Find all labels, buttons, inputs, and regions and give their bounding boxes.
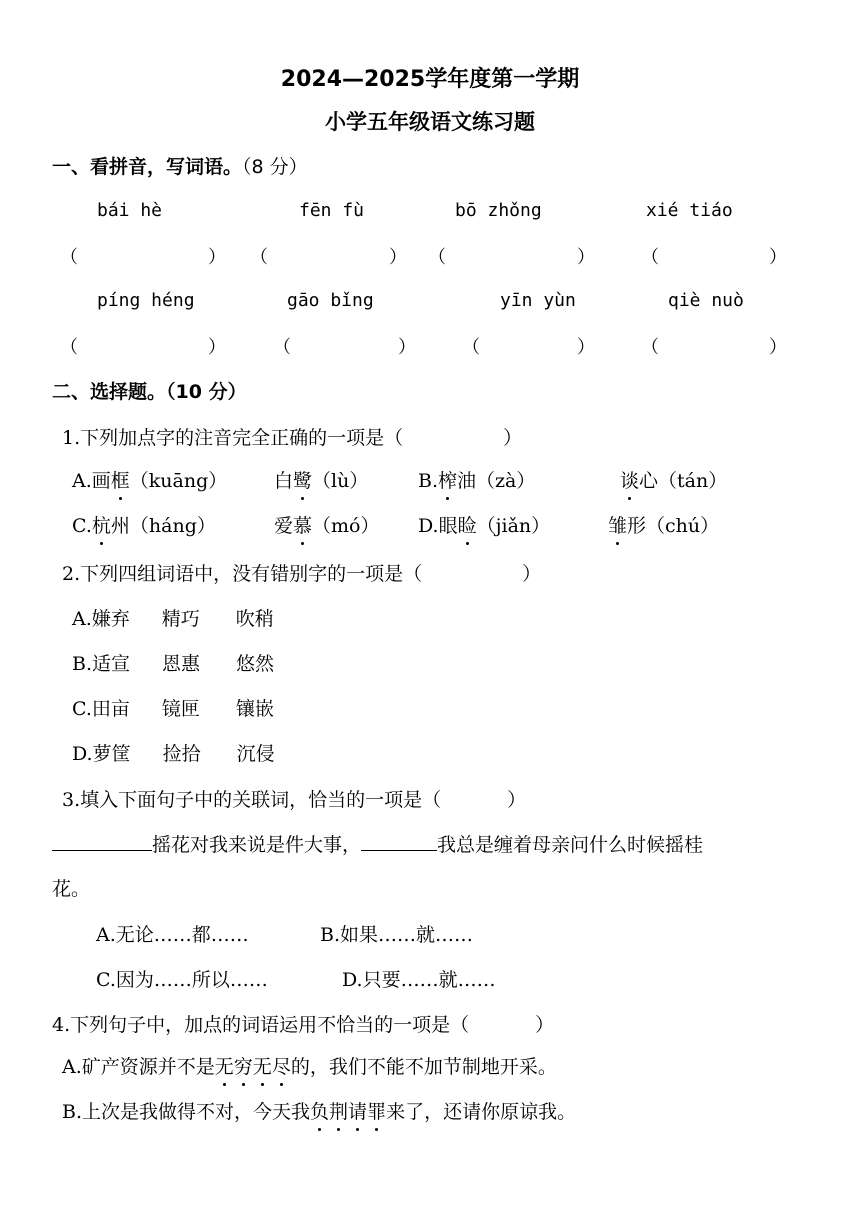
exam-subtitle: 小学五年级语文练习题 — [325, 110, 535, 134]
option-text: 州（háng） — [110, 515, 216, 537]
q2-stem-text: 2.下列四组词语中，没有错别字的一项是（ — [62, 563, 423, 585]
answer-paren-open: （ — [250, 247, 268, 268]
q4-option-b — [62, 1097, 576, 1124]
q2-stem — [62, 559, 541, 586]
q1-option-b-1 — [418, 466, 535, 493]
option-text: 来了，还请你原谅我。 — [386, 1101, 577, 1123]
option-text: B. — [418, 470, 439, 492]
option-text: （mó） — [312, 515, 380, 537]
q1-option-d-1 — [418, 511, 550, 538]
q3-stem-close: ） — [507, 789, 527, 811]
option-word: 捡拾 — [162, 743, 201, 765]
option-text: 形（chú） — [627, 515, 720, 537]
answer-paren-close: ） — [769, 247, 787, 268]
answer-paren-open: （ — [641, 247, 659, 268]
answer-paren-open: （ — [428, 247, 446, 268]
answer-paren-open: （ — [462, 337, 480, 358]
q3-option-c: C.因为……所以…… — [96, 969, 268, 991]
dotted-char: 无 — [215, 1052, 234, 1079]
option-text: C. — [72, 515, 92, 537]
section1-title: 一、看拼音，写词语。 — [52, 156, 243, 178]
sentence-text: 我总是缠着母亲问什么时候摇桂 — [437, 834, 704, 856]
option-word: 镶嵌 — [235, 698, 274, 720]
answer-paren-open: （ — [60, 247, 78, 268]
dotted-char: 杭 — [92, 511, 111, 538]
option-word: 精巧 — [161, 608, 200, 630]
q3-option-a: A.无论……都…… — [96, 924, 249, 946]
dotted-char: 罪 — [367, 1097, 386, 1124]
dotted-char: 请 — [348, 1097, 367, 1124]
option-word: D.萝筐 — [72, 743, 131, 765]
answer-paren-close: ） — [769, 337, 787, 358]
pinyin-1: bái hè — [97, 200, 163, 221]
option-text: （kuāng） — [129, 470, 228, 492]
option-word: 镜匣 — [161, 698, 200, 720]
answer-paren-open: （ — [60, 337, 78, 358]
option-text: 白 — [274, 470, 294, 492]
dotted-char: 框 — [111, 466, 130, 493]
q1-option-b-2 — [620, 466, 727, 493]
answer-paren-close: ） — [208, 247, 226, 268]
option-text: （lù） — [312, 470, 369, 492]
fill-blank — [52, 832, 152, 851]
option-text: 油（zà） — [457, 470, 536, 492]
answer-paren-close: ） — [577, 337, 595, 358]
q1-stem-text: 1.下列加点字的注音完全正确的一项是（ — [62, 427, 404, 449]
dotted-char: 无 — [253, 1052, 272, 1079]
q3-option-b: B.如果……就…… — [320, 924, 474, 946]
answer-paren-open: （ — [273, 337, 291, 358]
option-text: B.上次是我做得不对，今天我 — [62, 1101, 311, 1123]
q3-stem-text: 3.填入下面句子中的关联词，恰当的一项是（ — [62, 789, 442, 811]
pinyin-7: yīn yùn — [500, 290, 576, 311]
pinyin-3: bō zhǒng — [455, 200, 542, 221]
q2-option-a — [72, 604, 274, 631]
pinyin-4: xié tiáo — [646, 200, 733, 221]
q1-stem-close: ） — [503, 427, 523, 449]
q4-stem-close: ） — [535, 1014, 555, 1036]
option-text: D.眼 — [418, 515, 458, 537]
section2-points: （10 分） — [166, 381, 247, 403]
dotted-char: 荆 — [329, 1097, 348, 1124]
section1-heading — [52, 152, 308, 179]
exam-title: 2024—2025学年度第一学期 — [280, 67, 580, 92]
q1-stem — [62, 423, 522, 450]
answer-paren-open: （ — [641, 337, 659, 358]
option-text: A.矿产资源并不是 — [62, 1056, 215, 1078]
option-word: A.嫌弃 — [72, 608, 130, 630]
pinyin-8: qiè nuò — [668, 290, 744, 311]
sentence-text: 摇花对我来说是件大事， — [152, 834, 362, 856]
q3-option-d: D.只要……就…… — [342, 969, 496, 991]
dotted-char: 鹭 — [293, 466, 312, 493]
pinyin-2: fēn fù — [299, 200, 365, 221]
option-text: A.画 — [72, 470, 111, 492]
q3-stem — [62, 785, 526, 812]
dotted-char: 睑 — [458, 511, 477, 538]
option-word: B.适宣 — [72, 653, 131, 675]
q2-option-b — [72, 649, 274, 676]
q1-option-a-1 — [72, 466, 227, 493]
dotted-char: 尽 — [272, 1052, 291, 1079]
q2-option-d — [72, 739, 275, 766]
q3-sentence — [52, 830, 703, 857]
q1-option-a-2 — [274, 466, 368, 493]
q2-option-c — [72, 694, 274, 721]
q1-option-c-1 — [72, 511, 216, 538]
option-text: 心（tán） — [639, 470, 728, 492]
pinyin-5: píng héng — [97, 290, 195, 311]
q1-option-c-2 — [274, 511, 380, 538]
answer-paren-close: ） — [389, 247, 407, 268]
dotted-char: 慕 — [293, 511, 312, 538]
option-word: C.田亩 — [72, 698, 130, 720]
option-word: 沉侵 — [236, 743, 275, 765]
dotted-char: 穷 — [234, 1052, 253, 1079]
answer-paren-close: ） — [208, 337, 226, 358]
option-text: （jiǎn） — [476, 515, 551, 537]
option-text: 的，我们不能不加节制地开采。 — [290, 1056, 557, 1078]
option-word: 吹稍 — [235, 608, 274, 630]
dotted-char: 谈 — [620, 466, 639, 493]
option-text: 爱 — [274, 515, 294, 537]
answer-paren-close: ） — [398, 337, 416, 358]
pinyin-6: gāo bǐng — [287, 290, 374, 311]
dotted-char: 雏 — [608, 511, 627, 538]
dotted-char: 负 — [310, 1097, 329, 1124]
q4-stem — [52, 1010, 554, 1037]
section2-heading — [52, 377, 247, 404]
option-word: 悠然 — [236, 653, 275, 675]
section1-points: （8 分） — [242, 156, 308, 178]
q3-sentence-end: 花。 — [52, 878, 91, 900]
q4-option-a — [62, 1052, 557, 1079]
q4-stem-text: 4.下列句子中，加点的词语运用不恰当的一项是（ — [52, 1014, 470, 1036]
section2-title: 二、选择题。 — [52, 381, 167, 403]
q1-option-d-2 — [608, 511, 719, 538]
fill-blank — [361, 832, 437, 851]
option-word: 恩惠 — [162, 653, 201, 675]
dotted-char: 榨 — [438, 466, 457, 493]
answer-paren-close: ） — [577, 247, 595, 268]
q2-stem-close: ） — [522, 563, 542, 585]
